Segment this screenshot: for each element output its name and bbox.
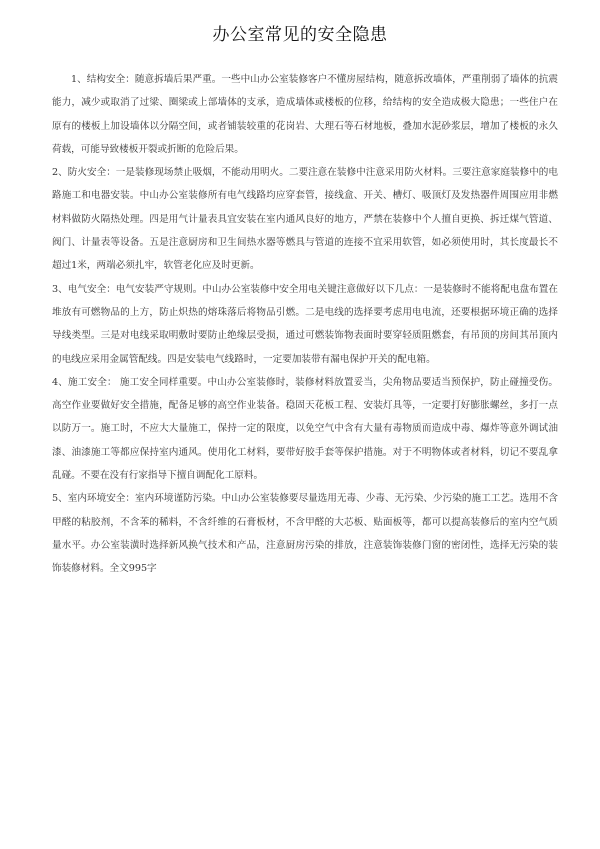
document-body — [52, 68, 558, 581]
paragraph-indoor-environment-safety: 5、室内环境安全：室内环境谨防污染。中山办公室装修要尽量选用无毒、少毒、无污染、少污染的施工工艺。选用不含甲醛的粘胶剂，不含苯的稀料，不含纤维的石膏板材，不含甲醛的大芯板、贴面板等，都可以提高装修后的室内空气质量水平。办公室装潢时选择新风换气技术和产品，注意厨房污染的排放，注意装饰装修门窗的密闭性，选择无污染的装饰装修材料。全文995字 — [52, 493, 558, 575]
page-title: 办公室常见的安全隐患 — [212, 25, 388, 45]
paragraph-structure-safety: 1、结构安全：随意拆墙后果严重。一些中山办公室装修客户不懂房屋结构，随意拆改墙体，严重削弱了墙体的抗震能力，减少或取消了过梁、圈梁或上部墙体的支承，造成墙体或楼板的位移，给结构的安全造成极大隐患；一些住户在原有的楼板上加设墙体以分隔空间，或者铺装较重的花岗岩、大理石等石材地板，叠加水泥砂浆层，增加了楼板的永久荷载，可能导致楼板开裂或折断的危险后果。 — [52, 74, 558, 155]
paragraph-construction-safety: 4、施工安全： 施工安全同样重要。中山办公室装修时，装修材料放置妥当，尖角物品要适当预保护，防止碰撞受伤。高空作业要做好安全措施，配备足够的高空作业装备。稳固天花板工程、安装灯具等，一定要打好膨胀螺丝，多打一点以防万一。施工时，不应大大量施工，保持一定的限度，以免空气中含有大量有毒物质而造成中毒、爆炸等意外调试油漆、油漆施工等都应保持室内通风。使用化工材料，要带好胶手套等保护措施。对于不明物体或者材料，切记不要乱拿乱碰。不要在没有行家指导下擅自调配化工原料。 — [52, 376, 558, 482]
paragraph-fire-safety: 2、防火安全：一是装修现场禁止吸烟，不能动用明火。二要注意在装修中注意采用防火材料。三要注意家庭装修中的电路施工和电器安装。中山办公室装修所有电气线路均应穿套管，接线盒、开关、槽灯、吸顶灯及发热器件周围应用非燃材料做防火隔热处理。四是用气计量表具宜安装在室内通风良好的地方，严禁在装修中个人擅自更换、拆迁煤气管道、阀门、计量表等设备。五是注意厨房和卫生间热水器等燃具与管道的连接不宜采用软管，如必须使用时，其长度最长不超过1米，两端必须扎牢，软管老化应及时更新。 — [52, 167, 558, 272]
paragraph-electrical-safety: 3、电气安全：电气安装严守规则。中山办公室装修中安全用电关键注意做好以下几点：一是装修时不能将配电盘布置在堆放有可燃物品的上方，防止炽热的熔珠落后将物品引燃。二是电线的选择要考虑用电电流，还要根据环境正确的选择导线类型。三是对电线采取明敷时要防止绝缘层受损，通过可燃装饰物表面时要穿轻质阻燃套，有吊顶的房间其吊顶内的电线应采用金属管配线。四是安装电气线路时，一定要加装带有漏电保护开关的配电箱。 — [52, 283, 558, 365]
